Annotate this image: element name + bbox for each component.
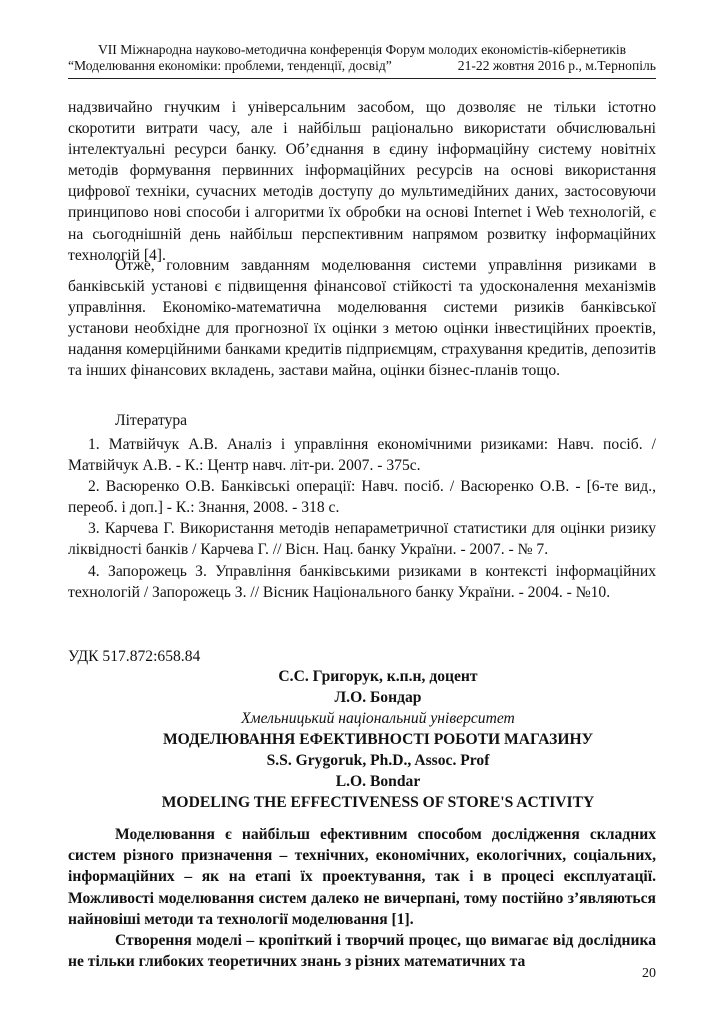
header-date-place: 21-22 жовтня 2016 р., м.Тернопіль <box>457 58 656 73</box>
abstract-paragraph-1: Моделювання є найбільш ефективним способом дослідження складних систем різного призначення – технічних, економічних, екологічних, соціальних, інформаційних – як на етапі їх проектування, так і в процесі експлуатації. Можливості моделювання систем далеко не вичерпані, тому постійно з’являються найновіші методи та технології моделювання [1]. <box>68 826 656 928</box>
udc-code: УДК 517.872:658.84 <box>68 648 201 665</box>
conference-header <box>68 42 656 74</box>
article-abstract <box>68 824 656 972</box>
article-title-ua: МОДЕЛЮВАННЯ ЕФЕКТИВНОСТІ РОБОТИ МАГАЗИНУ <box>162 731 594 748</box>
abstract-paragraph-2: Створення моделі – кропіткий і творчий процес, що вимагає від дослідника не тільки глибоких теоретичних знань з різних математичних та <box>68 932 656 971</box>
article-title-block <box>68 666 688 813</box>
literature-heading: Література <box>115 412 188 429</box>
header-line-1: VII Міжнародна науково-методична конференція Форум молодих економістів-кібернетиків <box>97 42 627 57</box>
article-title-en: MODELING THE EFFECTIVENESS OF STORE'S ACTIVITY <box>161 794 595 811</box>
page-number: 20 <box>642 966 656 981</box>
author-2-en: L.O. Bondar <box>335 773 421 790</box>
reference-item: 1. Матвійчук А.В. Аналіз і управління економічними ризиками: Навч. посіб. / Матвійчук А.В. - К.: Центр навч. літ-ри. 2007. - 375с. <box>68 436 656 475</box>
reference-item: 3. Карчева Г. Використання методів непараметричної статистики для оцінки ризику ліквідності банків / Карчева Г. // Вісн. Нац. банку України. - 2007. - № 7. <box>68 520 656 559</box>
reference-item: 4. Запорожець З. Управління банківськими ризиками в контексті інформаційних технологій / Запорожець З. // Вісник Національного банку України. - 2004. - №10. <box>68 562 656 601</box>
reference-list <box>68 434 656 603</box>
body-paragraph-1: надзвичайно гнучким і універсальним засобом, що дозволяє не тільки істотно скоротити витрати часу, але і найбільш раціонально використати обчислювальні інтелектуальні ресурси банку. Об’єднання в єдину інформаційну систему новітніх методів формування первинних інформаційних ресурсів на основі використання цифрової техніки, сучасних методів доступу до мультимедійних даних, застосовуючи принципово нові способи і алгоритми їх обробки на основі Internet і Web технологій, є на сьогоднішній день найбільш перспективним напрямом розвитку інформаційних технологій [4]. <box>68 99 656 264</box>
header-conference-title: “Моделювання економіки: проблеми, тенденції, досвід” <box>68 58 392 73</box>
body-paragraph-2: Отже, головним завданням моделювання системи управління ризиками в банківській установі є підвищення фінансової стійкості та удосконалення механізмів управління. Економіко-математична моделювання системи ризиків банківської установи необхідне для прогнозної їх оцінки з метою оцінки інвестиційних проектів, надання комерційними банками кредитів підприємцям, страхування кредитів, депозитів та інших фінансових вкладень, застави майна, оцінки бізнес-планів тощо. <box>68 257 656 380</box>
author-1: С.С. Григорук, к.п.н, доцент <box>278 668 478 685</box>
header-divider <box>68 78 656 79</box>
header-line-2 <box>68 58 656 74</box>
affiliation: Хмельницький національний університет <box>241 710 515 727</box>
author-2: Л.О. Бондар <box>334 689 422 706</box>
author-1-en: S.S. Grygoruk, Ph.D., Assoc. Prof <box>266 752 490 769</box>
reference-item: 2. Васюренко О.В. Банківські операції: Навч. посіб. / Васюренко О.В. - [6-те вид., переоб. і доп.] - К.: Знання, 2008. - 318 с. <box>68 478 656 517</box>
